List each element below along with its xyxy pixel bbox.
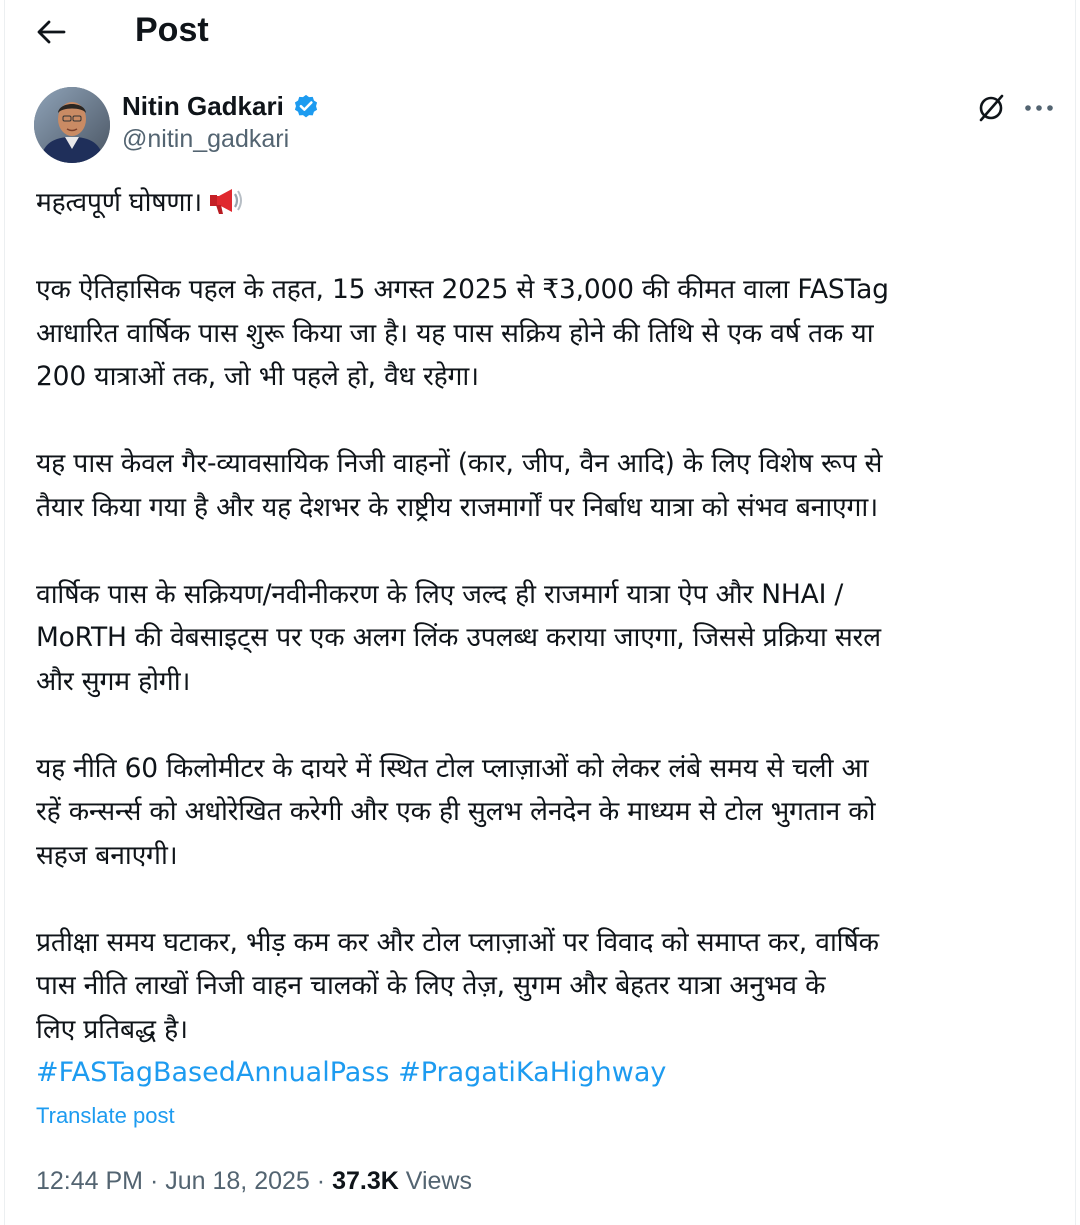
meta-separator: · [316,1167,326,1195]
translate-post-link[interactable]: Translate post [36,1103,175,1128]
header [5,0,1075,64]
meta-separator: · [149,1167,159,1195]
views-label: Views [405,1167,472,1195]
avatar-photo [34,87,110,163]
verified-badge-icon [292,92,320,120]
avatar[interactable] [34,87,110,163]
hashtags [36,1053,666,1093]
post-paragraph: वार्षिक पास के सक्रियण/नवीनीकरण के लिए जल्द ही राजमार्ग यात्रा ऐप और NHAI / MoRTH की वेबसाइट्स पर एक अलग लिंक उपलब्ध कराया जाएगा, जिससे प्रक्रिया सरल और सुगम होगी। [36,578,881,697]
post-metadata [36,1163,472,1199]
grok-icon[interactable] [973,90,1009,126]
post-paragraph: यह पास केवल गैर-व्यावसायिक निजी वाहनों (कार, जीप, वैन आदि) के लिए विशेष रूप से तैयार किया गया है और यह देशभर के राष्ट्रीय राजमार्गों पर निर्बाध यात्रा को संभव बनाएगा। [36,448,883,523]
post-time[interactable]: 12:44 PM [36,1167,144,1195]
author-handle[interactable]: @nitin_gadkari [122,125,290,153]
megaphone-icon [208,185,246,217]
page-title: Post [135,11,209,49]
post-date[interactable]: Jun 18, 2025 [165,1167,310,1195]
post-paragraph: महत्वपूर्ण घोषणा। [36,181,1061,225]
author-name-row[interactable] [122,89,320,123]
views-count: 37.3K [332,1167,399,1195]
more-icon[interactable] [1021,92,1057,124]
hashtag-link[interactable]: #FASTagBasedAnnualPass [36,1057,390,1088]
author-name[interactable]: Nitin Gadkari [122,90,284,121]
arrow-left-icon [36,19,66,45]
post-paragraph: यह नीति 60 किलोमीटर के दायरे में स्थित टोल प्लाज़ाओं को लेकर लंबे समय से चली आ रहें कन्सर्न्स को अधोरेखित करेगी और एक ही सुलभ लेनदेन के माध्यम से टोल भुगतान को सहज बनाएगी। [36,752,876,871]
post-paragraph: प्रतीक्षा समय घटाकर, भीड़ कम कर और टोल प्लाज़ाओं पर विवाद को समाप्त कर, वार्षिक पास नीति लाखों निजी वाहन चालकों के लिए तेज़, सुगम और बेहतर यात्रा अनुभव के लिए प्रतिबद्ध है। [36,926,879,1045]
post-paragraph: एक ऐतिहासिक पहल के तहत, 15 अगस्त 2025 से ₹3,000 की कीमत वाला FASTag आधारित वार्षिक पास शुरू किया जा है। यह पास सक्रिय होने की तिथि से एक वर्ष तक या 200 यात्राओं तक, जो भी पहले हो, वैध रहेगा। [36,274,889,392]
back-button[interactable] [27,8,75,56]
hashtag-link[interactable]: #PragatiKaHighway [398,1057,667,1088]
post-page [4,0,1076,1225]
post-text [36,181,1061,1051]
